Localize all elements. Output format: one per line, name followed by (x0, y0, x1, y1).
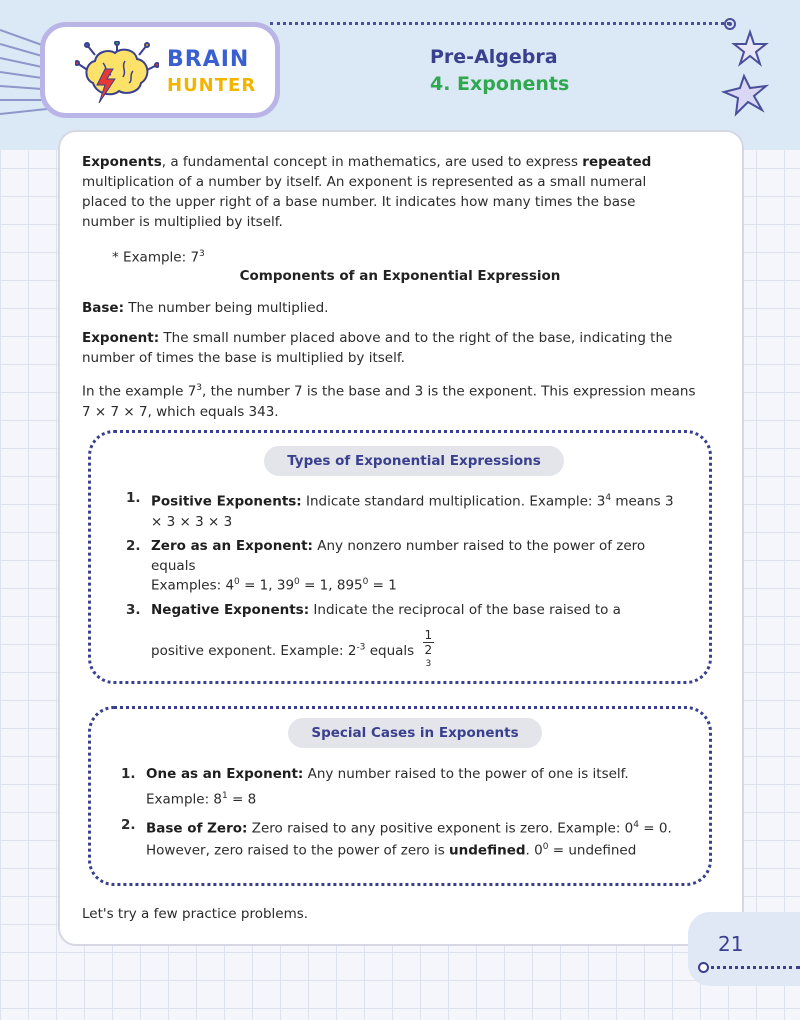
types-item-2-number: 2. (126, 538, 141, 554)
types-item-3-number: 3. (126, 602, 141, 618)
special-item-1-number: 1. (121, 766, 136, 782)
special-cases-title: Special Cases in Exponents (288, 718, 542, 748)
types-item-negative-example: positive exponent. Example: $2^{-3}$ equals 1 2 $^3$ (151, 628, 434, 674)
types-item-1-number: 1. (126, 490, 141, 506)
brain-icon (75, 41, 159, 107)
special-item-one-example: Example: $8^1 = 8$ (146, 791, 257, 808)
special-item-base-zero: Base of Zero: Zero raised to any positive exponent is zero. Example: $0^4 = 0$. (146, 820, 672, 837)
chapter-title: 4. Exponents (430, 73, 570, 95)
subject-title: Pre-Algebra (430, 46, 558, 68)
special-item-2-number: 2. (121, 817, 136, 833)
special-item-base-zero-note: However, zero raised to the power of zero is undefined. $0^0$ = undefined (146, 842, 637, 859)
intro-paragraph: Exponents, a fundamental concept in mathematics, are used to express repeated multiplication of a number by itself. An exponent is represented as a small numeral placed to the upper right of a base number. It indicates how many times the base number is multiplied by itself. (82, 154, 652, 230)
page-dot-icon (698, 962, 709, 973)
base-definition: Base: The number being multiplied. (82, 300, 329, 316)
reciprocal-fraction: 1 2 $^3$ (424, 628, 433, 669)
logo-wordmark-brain: BRAIN (167, 47, 250, 72)
components-heading: Components of an Exponential Expression (239, 268, 561, 284)
page-number-tab (688, 912, 800, 986)
stars-decoration (700, 18, 790, 128)
exponent-definition: Exponent: The small number placed above and to the right of the base, indicating the number of times the base is multiplied by itself. (82, 330, 673, 366)
types-item-zero-examples: Examples: $4^0 = 1$, $39^0 = 1$, $895^0 = 1$ (151, 577, 397, 594)
types-item-positive: Positive Exponents: Indicate standard multiplication. Example: $3^4$ means 3 × 3 × 3 × 3 (151, 493, 674, 530)
practice-intro: Let's try a few practice problems. (82, 906, 309, 922)
example-explanation: In the example $7^3$, the number 7 is the base and 3 is the exponent. This expression means 7 × 7 × 7, which equals 343. (82, 383, 696, 420)
page-dotted-line (704, 966, 800, 969)
page-number: 21 (718, 932, 744, 956)
header-dotted-line (270, 22, 730, 25)
brain-hunter-logo (40, 22, 280, 118)
types-title: Types of Exponential Expressions (264, 446, 564, 476)
types-item-negative: Negative Exponents: Indicate the reciprocal of the base raised to a (151, 602, 621, 618)
special-item-one-exponent: One as an Exponent: Any number raised to the power of one is itself. (146, 766, 629, 782)
intro-example: * Example: $7^3$ (112, 249, 205, 266)
types-item-zero: Zero as an Exponent: Any nonzero number raised to the power of zero equals (151, 538, 646, 574)
logo-wordmark-hunter: HUNTER (167, 75, 257, 96)
